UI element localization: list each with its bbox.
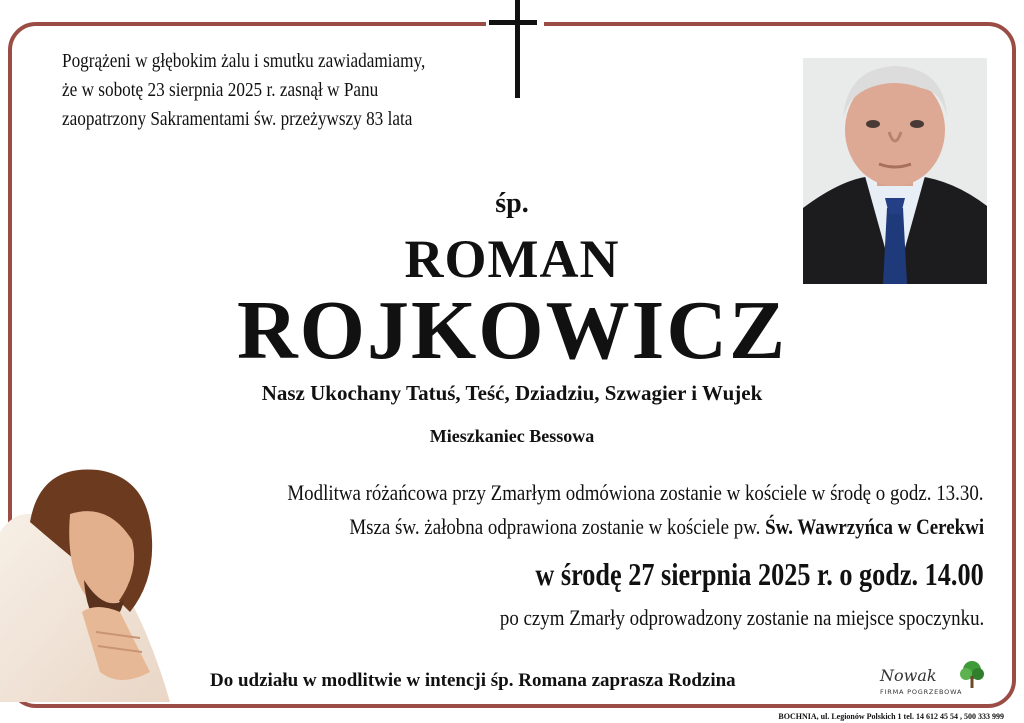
funeral-home-address: BOCHNIA, ul. Legionów Polskich 1 tel. 14 612 45 54 , 500 333 999: [778, 712, 1004, 721]
praying-jesus-image: [0, 462, 170, 702]
logo-subtitle: FIRMA POGRZEBOWA: [880, 688, 963, 696]
invitation-text: Do udziału w modlitwie w intencji śp. Romana zaprasza Rodzina: [210, 670, 736, 691]
mass-prefix: Msza św. żałobna odprawiona zostanie w kościele pw.: [349, 514, 766, 539]
funeral-datetime: w środę 27 sierpnia 2025 r. o godz. 14.00: [535, 556, 984, 592]
deceased-last-name: ROJKOWICZ: [236, 284, 788, 377]
mass-church: Św. Wawrzyńca w Cerekwi: [765, 514, 984, 539]
intro-line: Pogrążeni w głębokim żalu i smutku zawiadamiamy,: [62, 50, 426, 72]
rosary-info: Modlitwa różańcowa przy Zmarłym odmówiona zostanie w kościele w środę o godz. 13.30.: [287, 480, 984, 505]
logo-name: Nowak: [880, 666, 937, 685]
deceased-residence: Mieszkaniec Bessowa: [429, 426, 595, 446]
tree-icon: [958, 660, 986, 690]
deceased-first-name: ROMAN: [404, 229, 620, 289]
intro-text: [62, 47, 440, 134]
funeral-home-logo: [880, 660, 990, 700]
burial-info: po czym Zmarły odprowadzony zostanie na miejsce spoczynku.: [499, 605, 984, 630]
deceased-relations: Nasz Ukochany Tatuś, Teść, Dziadziu, Szwagier i Wujek: [261, 381, 763, 405]
intro-line: że w sobotę 23 sierpnia 2025 r. zasnął w Panu: [62, 79, 379, 101]
intro-line: zaopatrzony Sakramentami św. przeżywszy 83 lata: [62, 108, 413, 130]
deceased-prefix: śp.: [495, 188, 529, 219]
mass-info: [349, 514, 984, 540]
